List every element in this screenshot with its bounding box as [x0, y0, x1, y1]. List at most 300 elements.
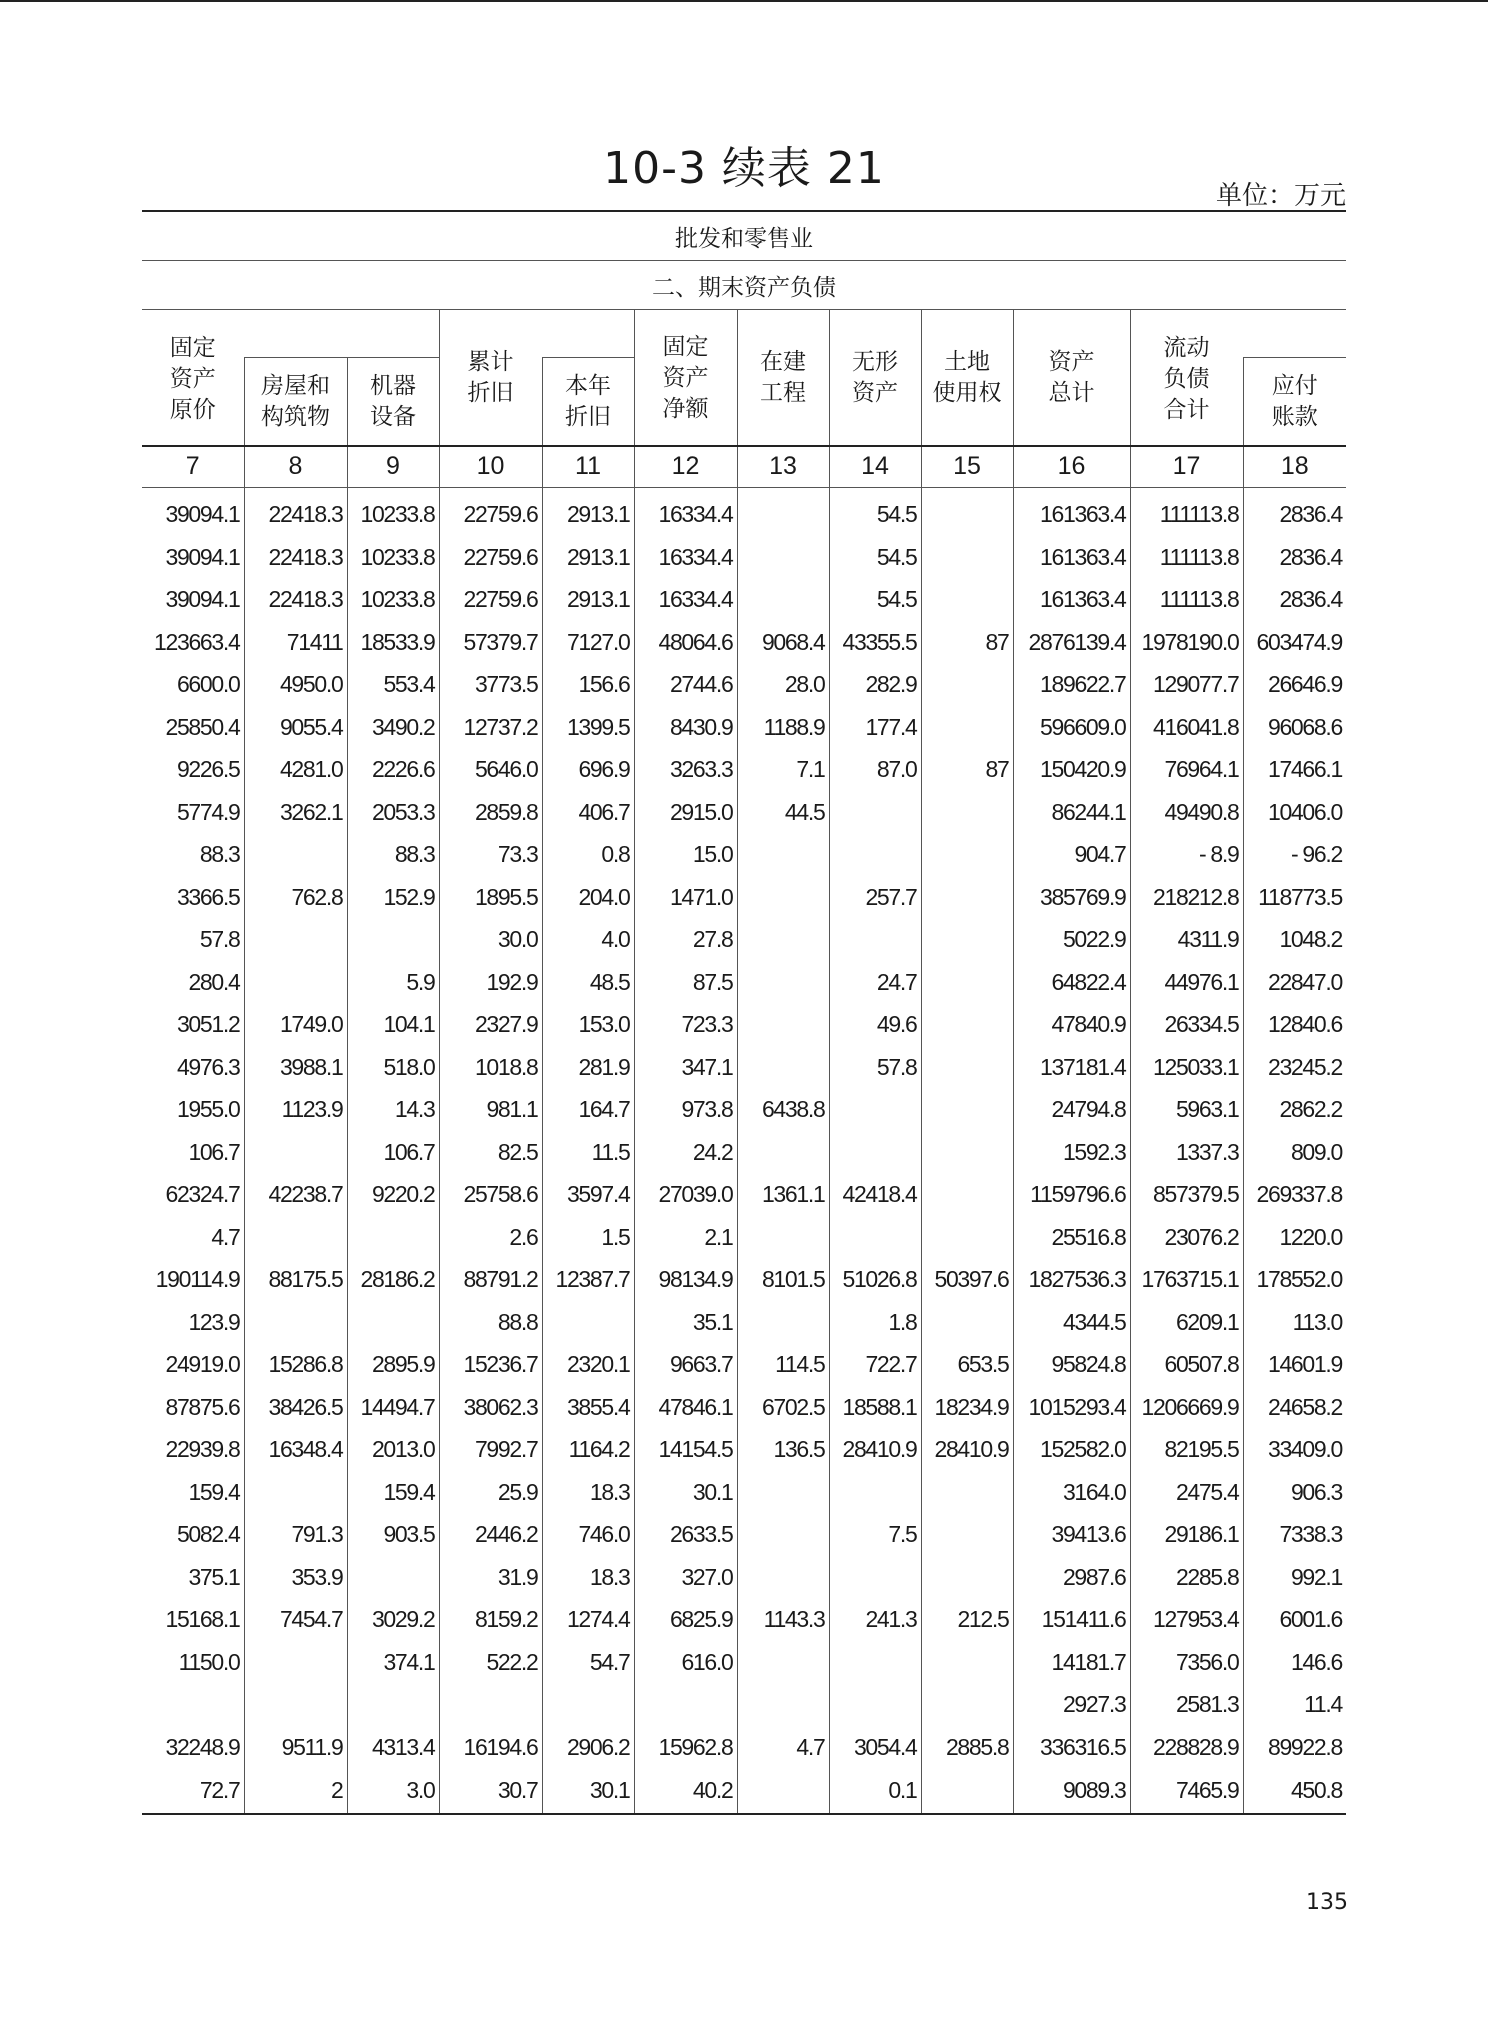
table-cell: 2.6	[439, 1216, 542, 1259]
table-cell: 204.0	[542, 876, 634, 919]
table-cell: 696.9	[542, 749, 634, 792]
table-cell: 9055.4	[244, 706, 347, 749]
table-cell: 38062.3	[439, 1386, 542, 1429]
table-cell: 2226.6	[347, 749, 439, 792]
table-cell: 1150.0	[178, 1648, 240, 1675]
table-cell	[737, 536, 829, 579]
table-cell: 2862.2	[1243, 1089, 1346, 1132]
table-cell: 2446.2	[439, 1514, 542, 1557]
table-cell: 10406.0	[1243, 791, 1346, 834]
table-cell: 39094.1	[165, 501, 240, 528]
header-spacer-2	[542, 310, 634, 358]
table-cell: 1399.5	[542, 706, 634, 749]
table-cell: 2013.0	[347, 1429, 439, 1472]
table-row	[142, 1386, 1346, 1429]
table-cell: 47846.1	[634, 1386, 737, 1429]
table-cell: 385769.9	[1013, 876, 1130, 919]
table-cell: 1895.5	[439, 876, 542, 919]
table-cell	[921, 1301, 1013, 1344]
table-cell: 282.9	[829, 664, 921, 707]
table-cell: 2320.1	[542, 1344, 634, 1387]
table-cell: 9663.7	[634, 1344, 737, 1387]
table-cell: 14.3	[347, 1089, 439, 1132]
table-cell: 73.3	[439, 834, 542, 877]
table-cell: 762.8	[244, 876, 347, 919]
header-fixed-assets-original: 固定 资产 原价	[169, 334, 216, 422]
table-cell: 375.1	[188, 1563, 240, 1590]
table-cell: 87.0	[829, 749, 921, 792]
table-cell: 54.5	[829, 579, 921, 622]
table-cell: 98134.9	[634, 1259, 737, 1302]
table-row	[142, 621, 1346, 664]
column-number: 10	[439, 446, 542, 488]
table-cell: 22847.0	[1243, 961, 1346, 1004]
table-cell: 22759.6	[439, 536, 542, 579]
table-cell: 0.8	[542, 834, 634, 877]
table-cell: 15168.1	[165, 1606, 240, 1633]
table-cell: 146.6	[1243, 1641, 1346, 1684]
table-cell: 3773.5	[439, 664, 542, 707]
table-row	[142, 1599, 1346, 1642]
table-row	[142, 1641, 1346, 1684]
table-cell: 3262.1	[244, 791, 347, 834]
table-cell: 11.5	[542, 1131, 634, 1174]
table-cell: 25.9	[439, 1471, 542, 1514]
table-cell: 25516.8	[1013, 1216, 1130, 1259]
table-cell: 1274.4	[542, 1599, 634, 1642]
table-cell: 88791.2	[439, 1259, 542, 1302]
table-cell: 18588.1	[829, 1386, 921, 1429]
table-cell	[921, 876, 1013, 919]
table-cell: 22939.8	[165, 1436, 240, 1463]
table-cell	[829, 1089, 921, 1132]
table-cell	[829, 1216, 921, 1259]
table-cell: 7454.7	[244, 1599, 347, 1642]
table-cell	[921, 1089, 1013, 1132]
table-cell	[244, 1301, 347, 1344]
subsection-title: 二、期末资产负债	[142, 261, 1346, 310]
table-cell: 151411.6	[1013, 1599, 1130, 1642]
table-cell: 54.7	[542, 1641, 634, 1684]
table-cell: 88175.5	[244, 1259, 347, 1302]
table-cell: 9220.2	[347, 1174, 439, 1217]
table-cell: 2913.1	[542, 579, 634, 622]
table-cell: 39094.1	[165, 543, 240, 570]
table-cell: 16334.4	[634, 536, 737, 579]
table-cell: 3164.0	[1013, 1471, 1130, 1514]
table-row	[142, 961, 1346, 1004]
table-row	[142, 1429, 1346, 1472]
header-accum-depreciation: 累计 折旧	[439, 310, 542, 446]
table-cell: 1.5	[542, 1216, 634, 1259]
table-cell: 35.1	[634, 1301, 737, 1344]
table-cell: 96068.6	[1243, 706, 1346, 749]
table-cell: 82195.5	[1130, 1429, 1243, 1472]
table-cell: 1159796.6	[1013, 1174, 1130, 1217]
table-cell: 22418.3	[244, 487, 347, 536]
table-cell: 723.3	[634, 1004, 737, 1047]
column-number: 8	[244, 446, 347, 488]
table-cell: 72.7	[142, 1769, 244, 1814]
column-number: 15	[921, 446, 1013, 488]
table-cell: 49490.8	[1130, 791, 1243, 834]
table-cell: 33409.0	[1243, 1429, 1346, 1472]
table-cell	[921, 1046, 1013, 1089]
table-cell	[921, 1641, 1013, 1684]
table-cell	[737, 919, 829, 962]
table-cell: 10233.8	[347, 579, 439, 622]
table-cell: 7.1	[737, 749, 829, 792]
table-cell: 2836.4	[1243, 579, 1346, 622]
table-cell: 40.2	[634, 1769, 737, 1814]
table-cell	[921, 791, 1013, 834]
table-cell: 15.0	[634, 834, 737, 877]
table-cell	[921, 487, 1013, 536]
table-cell: 1827536.3	[1013, 1259, 1130, 1302]
table-cell: 161363.4	[1013, 536, 1130, 579]
table-cell: 137181.4	[1013, 1046, 1130, 1089]
table-cell: 518.0	[347, 1046, 439, 1089]
table-cell: 4950.0	[244, 664, 347, 707]
table-cell: 6825.9	[634, 1599, 737, 1642]
table-cell: 177.4	[829, 706, 921, 749]
table-cell: 106.7	[188, 1138, 240, 1165]
table-cell: 3051.2	[176, 1011, 240, 1038]
table-cell: 159.4	[347, 1471, 439, 1514]
table-cell: 5.9	[347, 961, 439, 1004]
table-cell: 241.3	[829, 1599, 921, 1642]
table-cell: 48064.6	[634, 621, 737, 664]
table-cell: 2.1	[634, 1216, 737, 1259]
table-cell: 1143.3	[737, 1599, 829, 1642]
table-cell: 1337.3	[1130, 1131, 1243, 1174]
table-cell: 49.6	[829, 1004, 921, 1047]
table-cell	[439, 1684, 542, 1727]
table-cell: 6438.8	[737, 1089, 829, 1132]
table-cell: 16348.4	[244, 1429, 347, 1472]
column-number-row	[142, 446, 1346, 488]
table-cell: 1188.9	[737, 706, 829, 749]
table-cell: 3490.2	[347, 706, 439, 749]
table-cell: 4313.4	[347, 1726, 439, 1769]
table-cell: 32248.9	[165, 1733, 240, 1760]
table-cell: 9089.3	[1013, 1769, 1130, 1814]
table-cell: 1123.9	[244, 1089, 347, 1132]
table-cell: 2633.5	[634, 1514, 737, 1557]
table-cell: 2327.9	[439, 1004, 542, 1047]
table-cell: 10233.8	[347, 536, 439, 579]
table-cell: 6702.5	[737, 1386, 829, 1429]
table-cell: - 8.9	[1130, 834, 1243, 877]
table-cell: 904.7	[1013, 834, 1130, 877]
top-border	[0, 0, 1488, 2]
table-cell: 1361.1	[737, 1174, 829, 1217]
page-number: 135	[1306, 1890, 1348, 1915]
table-cell	[921, 1769, 1013, 1814]
table-cell	[244, 1641, 347, 1684]
table-cell: 2285.8	[1130, 1556, 1243, 1599]
header-accounts-payable: 应付 账款	[1243, 358, 1346, 446]
table-cell: 192.9	[439, 961, 542, 1004]
table-cell: 9226.5	[176, 756, 240, 783]
table-cell: 2913.1	[542, 536, 634, 579]
table-row	[142, 487, 1346, 536]
table-cell: 152582.0	[1013, 1429, 1130, 1472]
table-cell: 51026.8	[829, 1259, 921, 1302]
table-cell	[244, 834, 347, 877]
table-cell: 2895.9	[347, 1344, 439, 1387]
table-cell: 450.8	[1243, 1769, 1346, 1814]
table-cell	[829, 1556, 921, 1599]
table-cell: 1.8	[829, 1301, 921, 1344]
table-cell: 64822.4	[1013, 961, 1130, 1004]
table-cell: 127953.4	[1130, 1599, 1243, 1642]
table-cell: 2836.4	[1243, 487, 1346, 536]
column-number: 9	[347, 446, 439, 488]
table-cell: 30.1	[634, 1471, 737, 1514]
table-cell: 4.0	[542, 919, 634, 962]
table-cell: 0.1	[829, 1769, 921, 1814]
table-cell: 2927.3	[1013, 1684, 1130, 1727]
page-title: 10-3 续表 21	[603, 143, 885, 194]
table-cell: 25758.6	[439, 1174, 542, 1217]
table-cell	[244, 919, 347, 962]
table-cell: 57.8	[199, 926, 240, 953]
table-cell: 26334.5	[1130, 1004, 1243, 1047]
table-cell: 212.5	[921, 1599, 1013, 1642]
table-row	[142, 749, 1346, 792]
table-cell	[921, 579, 1013, 622]
table-cell: 150420.9	[1013, 749, 1130, 792]
header-current-liabilities: 流动 负债 合计	[1130, 310, 1243, 446]
table-cell: 190114.9	[155, 1266, 240, 1293]
table-cell: 281.9	[542, 1046, 634, 1089]
data-table	[142, 210, 1346, 1815]
table-cell: 746.0	[542, 1514, 634, 1557]
table-cell: 24658.2	[1243, 1386, 1346, 1429]
table-cell: 106.7	[347, 1131, 439, 1174]
table-cell	[829, 1471, 921, 1514]
section-title: 批发和零售业	[142, 211, 1346, 261]
table-cell: 129077.7	[1130, 664, 1243, 707]
table-cell: 87	[921, 749, 1013, 792]
table-cell: 653.5	[921, 1344, 1013, 1387]
column-number: 17	[1130, 446, 1243, 488]
table-cell	[921, 834, 1013, 877]
table-cell: 24794.8	[1013, 1089, 1130, 1132]
table-cell: 18.3	[542, 1471, 634, 1514]
table-cell: 12387.7	[542, 1259, 634, 1302]
table-cell: 14154.5	[634, 1429, 737, 1472]
table-cell: 60507.8	[1130, 1344, 1243, 1387]
table-cell	[347, 1556, 439, 1599]
table-cell	[921, 1004, 1013, 1047]
table-cell: 159.4	[188, 1478, 240, 1505]
table-cell: 1048.2	[1243, 919, 1346, 962]
table-cell: 17466.1	[1243, 749, 1346, 792]
table-cell: 113.0	[1243, 1301, 1346, 1344]
column-number: 12	[634, 446, 737, 488]
table-cell: 153.0	[542, 1004, 634, 1047]
table-cell: 906.3	[1243, 1471, 1346, 1514]
table-cell: 87.5	[634, 961, 737, 1004]
table-cell: 88.8	[439, 1301, 542, 1344]
table-cell: 22759.6	[439, 579, 542, 622]
table-cell: 2	[244, 1769, 347, 1814]
table-cell	[634, 1684, 737, 1727]
header-buildings: 房屋和 构筑物	[244, 358, 347, 446]
table-cell	[921, 1556, 1013, 1599]
header-total-assets: 资产 总计	[1013, 310, 1130, 446]
table-cell	[737, 487, 829, 536]
table-cell: 981.1	[439, 1089, 542, 1132]
table-cell: 4976.3	[176, 1053, 240, 1080]
table-cell: 12840.6	[1243, 1004, 1346, 1047]
table-cell	[829, 1131, 921, 1174]
table-cell: 14494.7	[347, 1386, 439, 1429]
table-cell: 15962.8	[634, 1726, 737, 1769]
table-cell: 15286.8	[244, 1344, 347, 1387]
table-cell: 29186.1	[1130, 1514, 1243, 1557]
table-cell: 152.9	[347, 876, 439, 919]
table-cell: 14181.7	[1013, 1641, 1130, 1684]
table-cell: 50397.6	[921, 1259, 1013, 1302]
table-cell: 87	[921, 621, 1013, 664]
table-cell	[737, 1216, 829, 1259]
table-cell: 1220.0	[1243, 1216, 1346, 1259]
table-cell: 809.0	[1243, 1131, 1346, 1174]
table-cell: 23076.2	[1130, 1216, 1243, 1259]
table-cell: 44976.1	[1130, 961, 1243, 1004]
table-cell: 136.5	[737, 1429, 829, 1472]
table-cell: 903.5	[347, 1514, 439, 1557]
table-cell: 30.7	[439, 1769, 542, 1814]
table-row	[142, 579, 1346, 622]
table-cell: 16194.6	[439, 1726, 542, 1769]
table-row	[142, 536, 1346, 579]
table-row	[142, 919, 1346, 962]
table-cell: 7338.3	[1243, 1514, 1346, 1557]
table-cell: 111113.8	[1130, 487, 1243, 536]
table-cell: 7992.7	[439, 1429, 542, 1472]
table-cell: 327.0	[634, 1556, 737, 1599]
table-cell: 161363.4	[1013, 579, 1130, 622]
table-row	[142, 1471, 1346, 1514]
table-cell	[347, 1216, 439, 1259]
table-row	[142, 1769, 1346, 1814]
table-row	[142, 706, 1346, 749]
header-machinery: 机器 设备	[347, 358, 439, 446]
table-cell: 47840.9	[1013, 1004, 1130, 1047]
table-cell: 6209.1	[1130, 1301, 1243, 1344]
table-cell: 18.3	[542, 1556, 634, 1599]
table-cell: 336316.5	[1013, 1726, 1130, 1769]
table-cell: 2744.6	[634, 664, 737, 707]
table-cell: 406.7	[542, 791, 634, 834]
table-row	[142, 1046, 1346, 1089]
table-cell	[921, 536, 1013, 579]
table-cell: 1018.8	[439, 1046, 542, 1089]
table-cell	[921, 1131, 1013, 1174]
table-cell: 23245.2	[1243, 1046, 1346, 1089]
header-fixed-assets-net: 固定 资产 净额	[634, 310, 737, 446]
table-cell: 54.5	[829, 536, 921, 579]
table-cell: 5022.9	[1013, 919, 1130, 962]
table-cell: 86244.1	[1013, 791, 1130, 834]
table-cell: 8159.2	[439, 1599, 542, 1642]
table-row	[142, 1131, 1346, 1174]
table-cell: 228828.9	[1130, 1726, 1243, 1769]
table-cell: 8101.5	[737, 1259, 829, 1302]
table-cell	[829, 1684, 921, 1727]
table-cell: 280.4	[188, 968, 240, 995]
table-cell	[829, 919, 921, 962]
table-cell: 111113.8	[1130, 579, 1243, 622]
table-cell	[737, 1131, 829, 1174]
table-cell: 76964.1	[1130, 749, 1243, 792]
table-cell	[921, 1471, 1013, 1514]
table-cell: 22759.6	[439, 487, 542, 536]
table-cell: 161363.4	[1013, 487, 1130, 536]
table-row	[142, 664, 1346, 707]
table-cell: 2876139.4	[1013, 621, 1130, 664]
table-cell	[737, 1684, 829, 1727]
table-cell: 43355.5	[829, 621, 921, 664]
table-cell: 28410.9	[829, 1429, 921, 1472]
table-cell: 24919.0	[165, 1351, 240, 1378]
table-cell: 1471.0	[634, 876, 737, 919]
table-cell: 722.7	[829, 1344, 921, 1387]
table-cell: 28410.9	[921, 1429, 1013, 1472]
table-cell: 39094.1	[165, 586, 240, 613]
table-cell	[921, 1174, 1013, 1217]
table-cell: 4311.9	[1130, 919, 1243, 962]
table-cell: 14601.9	[1243, 1344, 1346, 1387]
table-cell: 1955.0	[176, 1096, 240, 1123]
table-cell: 2913.1	[542, 487, 634, 536]
table-cell	[542, 1301, 634, 1344]
table-cell	[737, 876, 829, 919]
table-cell: 27039.0	[634, 1174, 737, 1217]
table-cell: 3988.1	[244, 1046, 347, 1089]
table-cell: 7356.0	[1130, 1641, 1243, 1684]
table-cell: 42238.7	[244, 1174, 347, 1217]
table-cell	[542, 1684, 634, 1727]
table-cell: 1592.3	[1013, 1131, 1130, 1174]
table-cell: 57.8	[829, 1046, 921, 1089]
table-cell: 42418.4	[829, 1174, 921, 1217]
table-cell: 16334.4	[634, 487, 737, 536]
table-cell: 791.3	[244, 1514, 347, 1557]
table-row	[142, 1301, 1346, 1344]
table-cell: 22418.3	[244, 579, 347, 622]
table-cell: 374.1	[347, 1641, 439, 1684]
table-cell: 104.1	[347, 1004, 439, 1047]
table-cell: 7127.0	[542, 621, 634, 664]
table-cell	[737, 1046, 829, 1089]
table-cell	[829, 1641, 921, 1684]
table-cell: 2906.2	[542, 1726, 634, 1769]
table-row	[142, 1726, 1346, 1769]
table-cell: 2053.3	[347, 791, 439, 834]
table-cell	[829, 791, 921, 834]
table-cell: 1763715.1	[1130, 1259, 1243, 1302]
table-cell: 4.7	[211, 1223, 240, 1250]
table-cell: 992.1	[1243, 1556, 1346, 1599]
table-cell	[921, 1684, 1013, 1727]
table-row	[142, 1004, 1346, 1047]
table-cell: 5082.4	[176, 1521, 240, 1548]
